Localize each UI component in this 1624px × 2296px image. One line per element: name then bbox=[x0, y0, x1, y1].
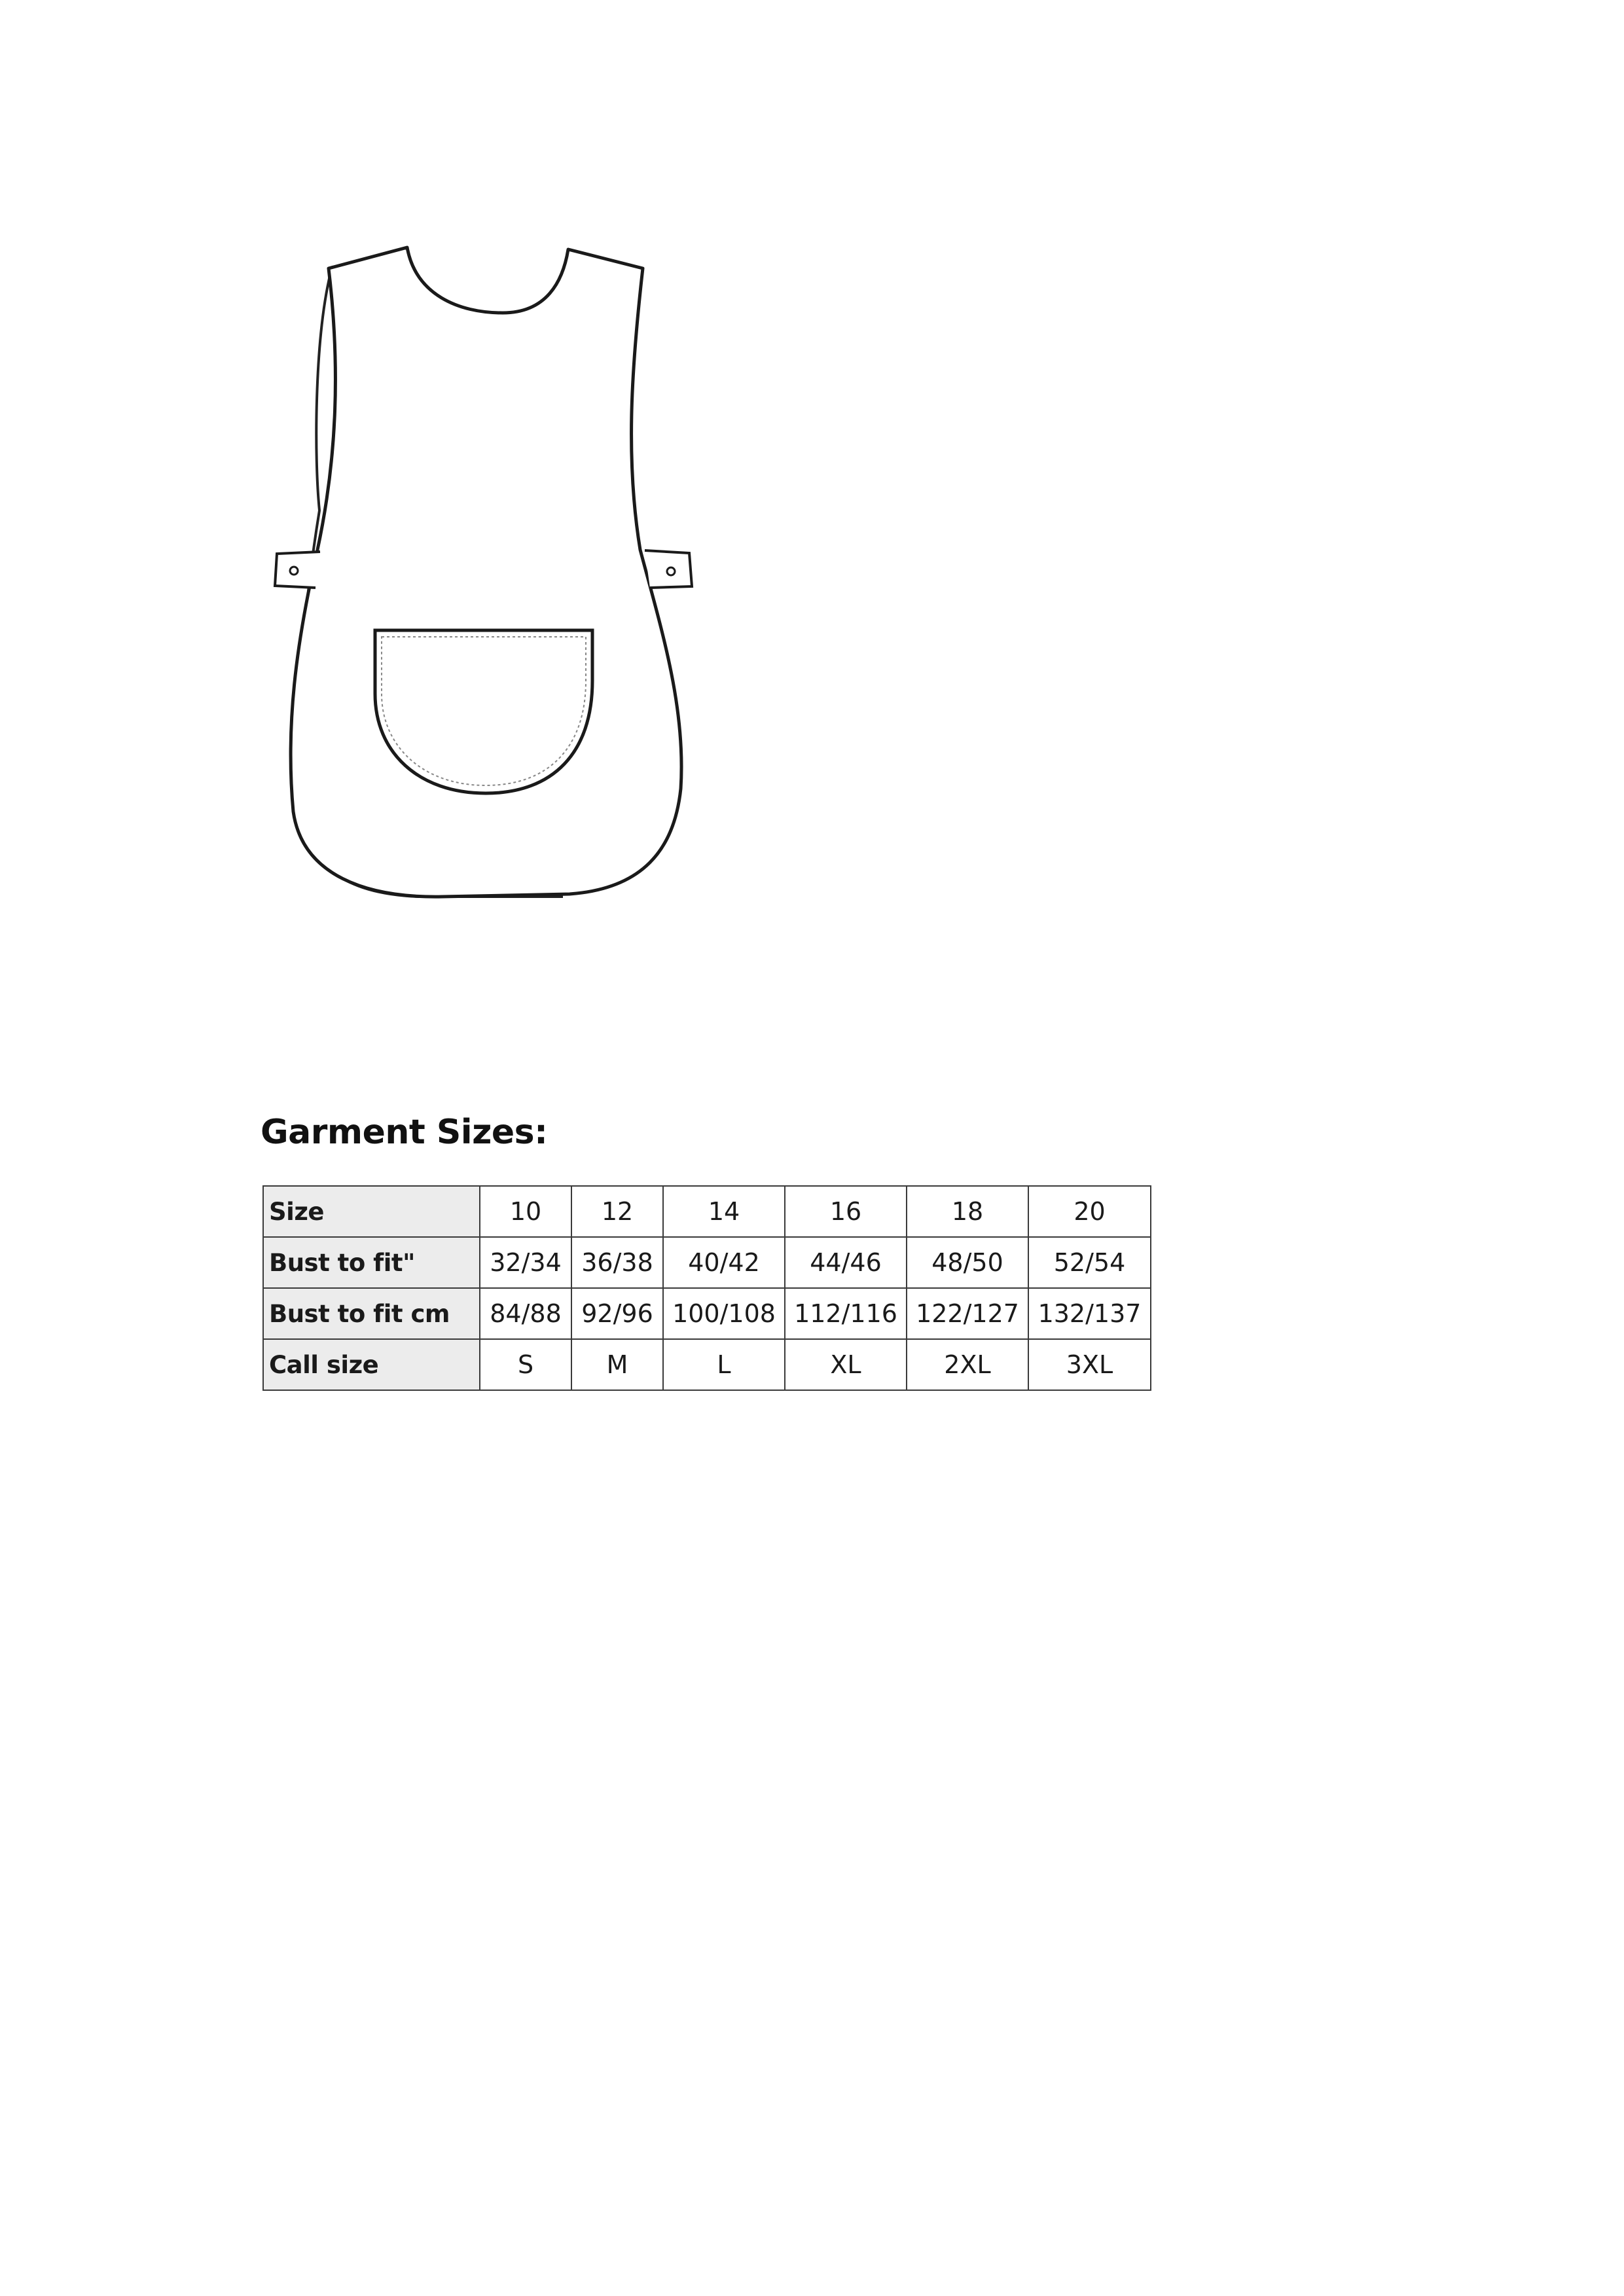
table-cell: 52/54 bbox=[1028, 1237, 1151, 1288]
table-cell: 100/108 bbox=[663, 1288, 785, 1339]
table-cell: 20 bbox=[1028, 1186, 1151, 1237]
table-cell: 92/96 bbox=[571, 1288, 663, 1339]
tabard-body bbox=[291, 247, 681, 897]
right-side-tab bbox=[645, 550, 692, 588]
row-label: Call size bbox=[263, 1339, 480, 1390]
left-side-tab bbox=[275, 552, 320, 588]
row-label: Bust to fit cm bbox=[263, 1288, 480, 1339]
size-chart-table bbox=[262, 1185, 1151, 1391]
row-label: Size bbox=[263, 1186, 480, 1237]
table-row-call-size bbox=[263, 1339, 1151, 1390]
table-cell: 18 bbox=[907, 1186, 1028, 1237]
table-cell: 112/116 bbox=[785, 1288, 907, 1339]
table-cell: 16 bbox=[785, 1186, 907, 1237]
tabard-illustration bbox=[249, 229, 746, 916]
table-cell: 36/38 bbox=[571, 1237, 663, 1288]
table-cell: 10 bbox=[480, 1186, 571, 1237]
table-cell: 14 bbox=[663, 1186, 785, 1237]
table-cell: 132/137 bbox=[1028, 1288, 1151, 1339]
table-cell: XL bbox=[785, 1339, 907, 1390]
table-cell: 84/88 bbox=[480, 1288, 571, 1339]
table-row-size bbox=[263, 1186, 1151, 1237]
table-row-bust-inches bbox=[263, 1237, 1151, 1288]
table-cell: 2XL bbox=[907, 1339, 1028, 1390]
table-cell: 122/127 bbox=[907, 1288, 1028, 1339]
table-cell: 44/46 bbox=[785, 1237, 907, 1288]
front-pocket bbox=[375, 630, 592, 793]
table-cell: L bbox=[663, 1339, 785, 1390]
table-row-bust-cm bbox=[263, 1288, 1151, 1339]
tabard-drawing bbox=[249, 229, 746, 916]
table-cell: 12 bbox=[571, 1186, 663, 1237]
table-cell: 40/42 bbox=[663, 1237, 785, 1288]
table-cell: M bbox=[571, 1339, 663, 1390]
table-cell: 3XL bbox=[1028, 1339, 1151, 1390]
row-label: Bust to fit" bbox=[263, 1237, 480, 1288]
table-cell: S bbox=[480, 1339, 571, 1390]
table-cell: 32/34 bbox=[480, 1237, 571, 1288]
garment-sizes-heading: Garment Sizes: bbox=[261, 1113, 548, 1152]
table-cell: 48/50 bbox=[907, 1237, 1028, 1288]
